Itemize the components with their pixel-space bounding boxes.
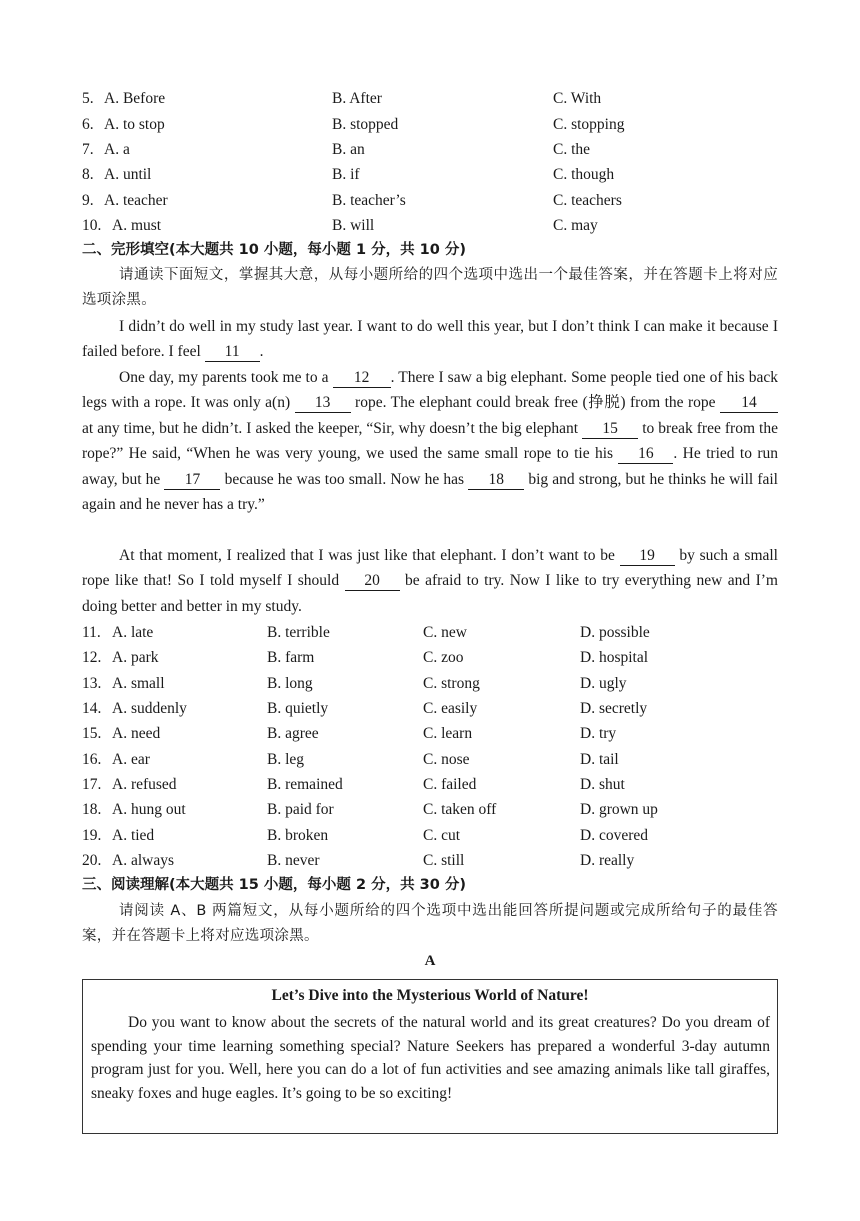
section-instruction: 请通读下面短文，掌握其大意，从每小题所给的四个选项中选出一个最佳答案，并在答题卡上将对应选项涂黑。: [82, 267, 778, 309]
option-a: A. need: [112, 725, 161, 742]
option-a: A. Before: [104, 90, 166, 107]
option-b: B. terrible: [267, 624, 330, 641]
option-c: C. strong: [423, 675, 480, 692]
section-instruction: 请阅读 A、B 两篇短文，从每小题所给的四个选项中选出能回答所提问题或完成所给句子的最佳答案，并在答题卡上将对应选项涂黑。: [82, 903, 778, 945]
question-number: 5.: [82, 90, 94, 107]
option-a: A. until: [104, 166, 152, 183]
option-d: D. tail: [580, 751, 619, 768]
option-b: B. an: [332, 141, 365, 158]
question-number: 11.: [82, 624, 101, 641]
option-c: C. taken off: [423, 801, 497, 818]
passage-text: .: [259, 343, 264, 361]
passage-body: Do you want to know about the secrets of the natural world and its great creatures? Do you dream of spending your time learning something special? Nature Seekers has prepared a wonderful 3-day autumn program just for you. Well, here you can do a lot of fun activities and see amazing animals like tall giraffes, sneaky foxes and huge eagles. It’s going to be so exciting!: [91, 1014, 770, 1102]
option-a: A. small: [112, 675, 165, 692]
question-number: 18.: [82, 801, 102, 818]
option-row: [82, 848, 782, 873]
blank-15: 15: [582, 420, 638, 439]
passage-text: big and strong, but he thinks he will fail again and he never has a try.”: [82, 470, 778, 514]
option-d: D. hospital: [580, 649, 649, 666]
passage-label: A: [424, 953, 436, 969]
option-c: C. nose: [423, 751, 470, 768]
option-b: B. paid for: [267, 801, 334, 818]
option-a: A. refused: [112, 776, 177, 793]
option-row: [82, 747, 782, 772]
option-b: B. leg: [267, 751, 305, 768]
option-row: [82, 162, 782, 187]
option-d: D. shut: [580, 776, 625, 793]
option-a: A. late: [112, 624, 154, 641]
question-number: 8.: [82, 166, 94, 183]
option-row: [82, 137, 782, 162]
section-heading: 三、阅读理解(本大题共 15 小题，每小题 2 分，共 30 分): [82, 877, 466, 893]
option-d: D. possible: [580, 624, 650, 641]
option-b: B. agree: [267, 725, 319, 742]
option-a: A. teacher: [104, 192, 168, 209]
option-d: D. really: [580, 852, 635, 869]
option-b: B. quietly: [267, 700, 329, 717]
blank-11: 11: [205, 343, 260, 362]
option-b: B. teacher’s: [332, 192, 406, 209]
passage-text: At that moment, I realized that I was just like that elephant. I don’t want to be: [119, 547, 620, 564]
option-row: [82, 188, 782, 213]
blank-17: 17: [164, 471, 220, 490]
passage-text: I didn’t do well in my study last year. I want to do well this year, but I don’t think I can make it because I failed before. I feel: [82, 318, 778, 361]
option-c: C. teachers: [553, 192, 622, 209]
option-c: C. still: [423, 852, 465, 869]
cloze-paragraph: [82, 543, 778, 619]
question-number: 20.: [82, 852, 102, 869]
question-number: 14.: [82, 700, 102, 717]
blank-13: 13: [295, 394, 351, 413]
option-row: [82, 721, 782, 746]
passage-text: by such a small rope like that! So I told myself I should: [82, 547, 778, 590]
option-c: C. With: [553, 90, 602, 107]
option-c: C. the: [553, 141, 591, 158]
question-number: 16.: [82, 751, 102, 768]
blank-19: 19: [620, 547, 675, 566]
option-a: A. tied: [112, 827, 155, 844]
blank-18: 18: [468, 471, 524, 490]
option-b: B. broken: [267, 827, 329, 844]
passage-text: . There I saw a big elephant. Some people tied one of his back legs with a rope. It was only a(n): [82, 369, 778, 412]
option-b: B. will: [332, 217, 375, 234]
blank-20: 20: [345, 572, 400, 591]
question-number: 10.: [82, 217, 102, 234]
option-c: C. learn: [423, 725, 473, 742]
option-c: C. may: [553, 217, 598, 234]
passage-text: at any time, but he didn’t. I asked the keeper, “Sir, why doesn’t the big elephant: [82, 419, 583, 437]
option-b: B. remained: [267, 776, 343, 793]
passage-text: . He tried to run away, but he: [82, 445, 778, 488]
option-d: D. covered: [580, 827, 648, 844]
option-c: C. stopping: [553, 116, 625, 133]
option-b: B. never: [267, 852, 320, 869]
option-d: D. grown up: [580, 801, 658, 818]
question-number: 12.: [82, 649, 102, 666]
option-a: A. to stop: [104, 116, 165, 133]
option-a: A. a: [104, 141, 130, 158]
option-row: [82, 213, 782, 238]
option-c: C. cut: [423, 827, 461, 844]
option-row: [82, 671, 782, 696]
question-number: 7.: [82, 141, 94, 158]
option-c: C. easily: [423, 700, 478, 717]
option-c: C. zoo: [423, 649, 464, 666]
option-a: A. always: [112, 852, 174, 869]
question-number: 6.: [82, 116, 94, 133]
option-d: D. try: [580, 725, 617, 742]
question-number: 17.: [82, 776, 102, 793]
option-b: B. if: [332, 166, 360, 183]
blank-16: 16: [618, 445, 673, 464]
option-b: B. stopped: [332, 116, 399, 133]
question-number: 13.: [82, 675, 102, 692]
option-b: B. farm: [267, 649, 315, 666]
option-d: D. secretly: [580, 700, 648, 717]
option-row: [82, 86, 782, 111]
passage-text: be afraid to try. Now I like to try everything new and I’m doing better and better in my study.: [82, 572, 778, 615]
option-row: [82, 823, 782, 848]
cloze-paragraph: [82, 314, 778, 365]
cloze-paragraph: [82, 365, 778, 517]
option-row: [82, 620, 782, 645]
question-number: 19.: [82, 827, 102, 844]
passage-text: rope. The elephant could break free (挣脱) from the rope: [350, 394, 721, 412]
option-a: A. park: [112, 649, 159, 666]
option-row: [82, 696, 782, 721]
passage-text: One day, my parents took me to a: [119, 369, 333, 386]
blank-14: 14: [720, 394, 778, 413]
option-a: A. suddenly: [112, 700, 187, 717]
passage-text: to break free from the rope?” He said, “When he was very young, we used the same small rope to tie his: [82, 419, 778, 463]
passage-title: Let’s Dive into the Mysterious World of Nature!: [271, 987, 589, 1004]
option-b: B. After: [332, 90, 382, 107]
option-row: [82, 797, 782, 822]
option-row: [82, 772, 782, 797]
option-a: A. hung out: [112, 801, 186, 818]
option-a: A. ear: [112, 751, 150, 768]
section-heading: 二、完形填空(本大题共 10 小题，每小题 1 分，共 10 分): [82, 242, 466, 258]
blank-12: 12: [333, 369, 391, 388]
option-c: C. new: [423, 624, 467, 641]
option-a: A. must: [112, 217, 162, 234]
question-number: 9.: [82, 192, 94, 209]
question-number: 15.: [82, 725, 102, 742]
option-d: D. ugly: [580, 675, 627, 692]
passage-text: because he was too small. Now he has: [220, 470, 469, 488]
option-row: [82, 645, 782, 670]
option-row: [82, 112, 782, 137]
passage-box: [82, 979, 778, 1134]
option-c: C. though: [553, 166, 615, 183]
option-b: B. long: [267, 675, 313, 692]
option-c: C. failed: [423, 776, 477, 793]
